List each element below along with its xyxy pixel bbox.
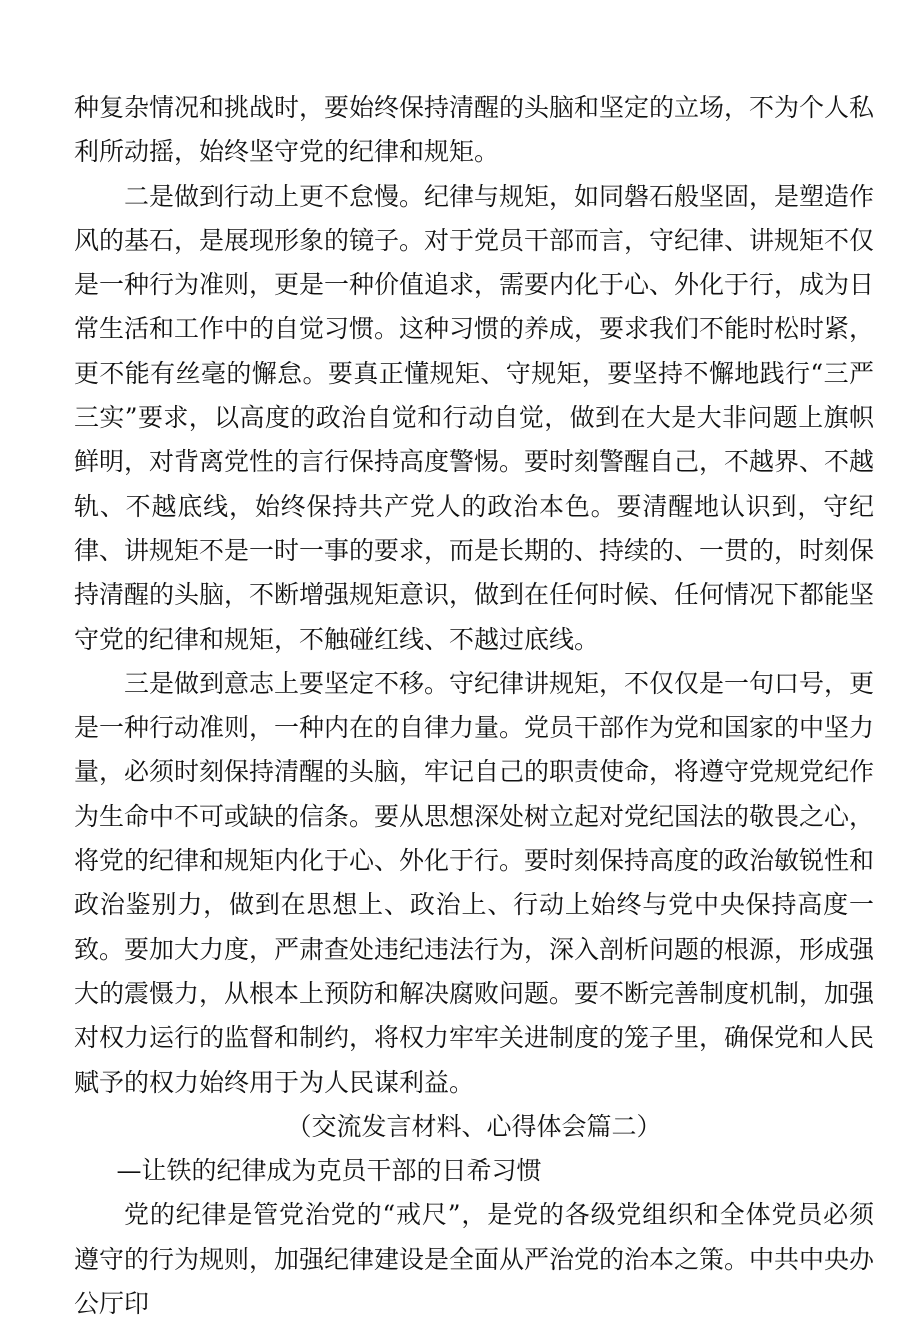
document-body [74,86,874,1326]
section-subtitle: —让铁的纪律成为克员干部的日希习惯 [116,1156,542,1186]
section-title: （交流发言材料、心得体会篇二） [286,1111,662,1141]
paragraph-continuation: 种复杂情况和挑战时，要始终保持清醒的头脑和坚定的立场，不为个人私利所动摇，始终坚守党的纪律和规矩。 [74,93,875,167]
paragraph-party-discipline: 党的纪律是管党治党的“戒尺”，是党的各级党组织和全体党员必须遵守的行为规则，加强纪律建设是全面从严治党的治本之策。中共中央办公厅印 [74,1200,875,1319]
paragraph-firm-will: 三是做到意志上要坚定不移。守纪律讲规矩，不仅仅是一句口号，更是一种行动准则，一种内在的自律力量。党员干部作为党和国家的中坚力量，必须时刻保持清醒的头脑，牢记自己的职责使命，将遵守党规党纪作为生命中不可或缺的信条。要从思想深处树立起对党纪国法的敬畏之心，将党的纪律和规矩内化于心、外化于行。要时刻保持高度的政治敏锐性和政治鉴别力，做到在思想上、政治上、行动上始终与党中央保持高度一致。要加大力度，严肃查处违纪违法行为，深入剖析问题的根源，形成强大的震慑力，从根本上预防和解决腐败问题。要不断完善制度机制，加强对权力运行的监督和制约，将权力牢牢关进制度的笼子里，确保党和人民赋予的权力始终用于为人民谋利益。 [74,668,875,1097]
paragraph-action-discipline: 二是做到行动上更不怠慢。纪律与规矩，如同磐石般坚固，是塑造作风的基石，是展现形象的镜子。对于党员干部而言，守纪律、讲规矩不仅是一种行为准则，更是一种价值追求，需要内化于心、外化于行，成为日常生活和工作中的自觉习惯。这种习惯的养成，要求我们不能时松时紧，更不能有丝毫的懈怠。要真正懂规矩、守规矩，要坚持不懈地践行“三严三实”要求，以高度的政治自觉和行动自觉，做到在大是大非问题上旗帜鲜明，对背离党性的言行保持高度警惕。要时刻警醒自己，不越界、不越轨、不越底线，始终保持共产党人的政治本色。要清醒地认识到，守纪律、讲规矩不是一时一事的要求，而是长期的、持续的、一贯的，时刻保持清醒的头脑，不断增强规矩意识，做到在任何时候、任何情况下都能坚守党的纪律和规矩，不触碰红线、不越过底线。 [74,181,875,654]
